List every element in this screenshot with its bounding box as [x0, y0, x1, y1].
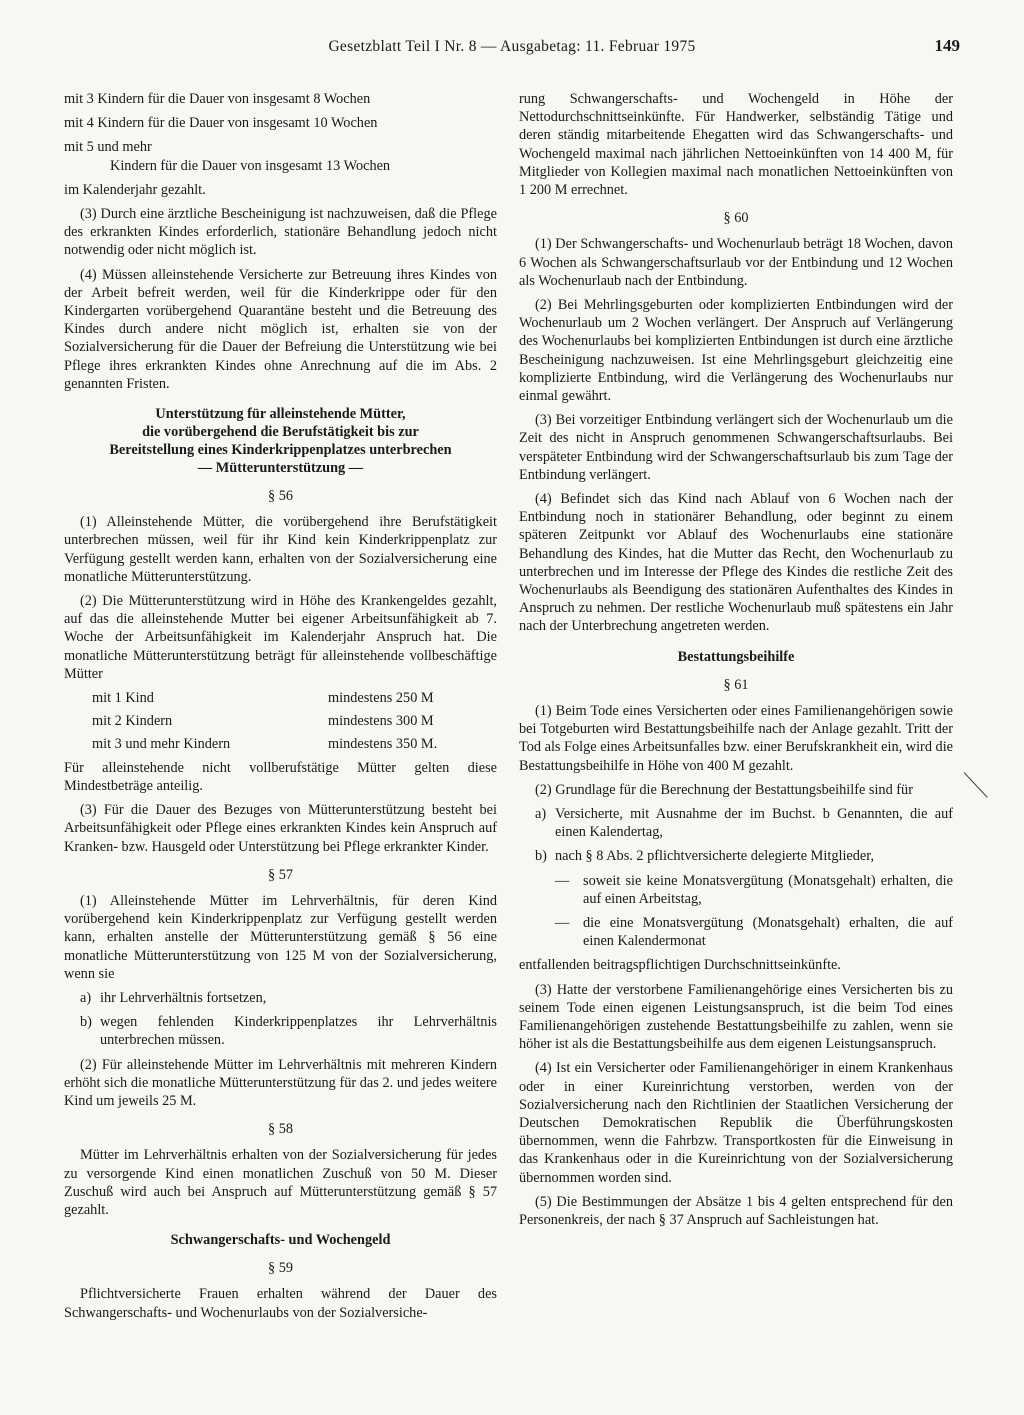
calendar-year-line: im Kalenderjahr gezahlt. — [64, 181, 206, 198]
heading-line: Unterstützung für alleinstehende Mütter, — [155, 406, 406, 423]
section-59-continuation: rung Schwangerschafts- und Wochengeld in Höhe der Nettodurchschnittseinkünfte. Für Handwerker, selbständig Tätige und deren ständig mitarbeitende Ehegatten wird das Schwangerschafts- und Wochengeld maximal nach jährlichen Nettoeinkünften von 14 400 M, für Mitglieder von Kollegien maximal nach monatlichen Nettoeinkünften von 1 200 M errechnet. — [519, 91, 953, 199]
section-60-paragraph-4: (4) Befindet sich das Kind nach Ablauf von 6 Wochen nach der Entbindung noch in stationärer Behandlung, oder beginnt zu einem späteren Zeitpunkt vor Ablauf des Wochenurlaubs eine stationäre Behandlung des Kindes, hat die Mutter das Recht, den Wochenurlaub zu unterbrechen und im Interesse der Pflege des Kindes die restliche Zeit des Wochenurlaubs als Beendigung des stationären Aufenthaltes des Kindes in Anspruch zu nehmen. Der restliche Wochenurlaub muß spätestens ein Jahr nach der Unterbrechung angetreten werden. — [519, 491, 953, 635]
section-60-number: § 60 — [723, 210, 749, 227]
amount-row — [64, 689, 497, 707]
section-heading-bestattungsbeihilfe: Bestattungsbeihilfe — [677, 648, 795, 665]
section-heading-wochengeld: Schwangerschafts- und Wochengeld — [170, 1232, 391, 1249]
margin-pen-mark — [963, 772, 987, 798]
amount-row-value: mindestens 350 M. — [328, 736, 438, 753]
section-59-number: § 59 — [267, 1260, 294, 1277]
section-60-paragraph-1: (1) Der Schwangerschafts- und Wochenurlaub beträgt 18 Wochen, davon 6 Wochen als Schwangerschaftsurlaub vor der Entbindung und 12 Wochen als Wochenurlaub nach der Entbindung. — [519, 236, 953, 289]
list-marker: b) — [80, 1014, 92, 1031]
section-61-paragraph-1: (1) Beim Tode eines Versicherten oder eines Familienangehörigen sowie bei Totgeburten wird Bestattungsbeihilfe nach der Anlage gezahlt. Tritt der Tod als Folge eines Arbeitsunfalles bzw. einer Berufskrankheit ein, wird die Bestattungsbeihilfe in Höhe von 400 M gezahlt. — [519, 702, 954, 774]
header-title: Gesetzblatt Teil I Nr. 8 — Ausgabetag: 11. Februar 1975 — [328, 38, 696, 55]
dash-item — [519, 872, 953, 908]
paragraph-3: (3) Durch eine ärztliche Bescheinigung ist nachzuweisen, daß die Pflege des erkrankten Kindes erforderlich, stationäre Behandlung jedoch nicht notwendig oder nicht möglich ist. — [64, 206, 497, 259]
section-56-paragraph-1: (1) Alleinstehende Mütter, die vorübergehend ihre Berufstätigkeit unterbrechen müssen, weil für ihr Kind kein Kinderkrippenplatz zur Verfügung gestellt werden kann, erhalten von der Sozialversicherung eine monatliche Mütterunterstützung. — [64, 514, 497, 585]
section-56-partial-note: Für alleinstehende nicht vollberufstätige Mütter gelten diese Mindestbeträge anteilig. — [64, 759, 497, 794]
section-57-paragraph-2: (2) Für alleinstehende Mütter im Lehrverhältnis mit mehreren Kindern erhöht sich die monatliche Mütterunterstützung für das 2. und jedes weitere Kind um jeweils 25 M. — [64, 1056, 497, 1109]
section-61-paragraph-5: (5) Die Bestimmungen der Absätze 1 bis 4 gelten entsprechend für den Personenkreis, der nach § 37 Anspruch auf Sachleistungen hat. — [519, 1193, 953, 1228]
section-61-list-end: entfallenden beitragspflichtigen Durchschnittseinkünfte. — [519, 957, 841, 974]
dash-marker: — — [555, 872, 570, 889]
heading-line: Bereitstellung eines Kinderkrippenplatzes unterbrechen — [109, 442, 452, 459]
dash-text: soweit sie keine Monatsvergütung (Monatsgehalt) erhalten, die auf einen Arbeitstag, — [583, 872, 953, 907]
section-60-paragraph-3: (3) Bei vorzeitiger Entbindung verlängert sich der Wochenurlaub um die Zeit des nicht in Anspruch genommenen Schwangerschaftsurlaubs. Bei verspäteter Entbindung wird der Schwangerschaftsurlaub bis zum Tage der Entbindung verlängert. — [519, 412, 953, 483]
left-column — [64, 90, 497, 1328]
amount-row-value: mindestens 300 M — [328, 713, 434, 730]
list-item — [64, 989, 497, 1007]
list-marker: a) — [535, 805, 547, 822]
page-header — [64, 38, 960, 66]
list-marker: b) — [535, 848, 547, 865]
section-57-paragraph-1: (1) Alleinstehende Mütter im Lehrverhältnis, für deren Kind vorübergehend kein Kinderkrippenplatz zur Verfügung gestellt werden kann, erhalten anstelle der Mütterunterstützung gemäß § 56 eine monatliche Mütterunterstützung von 125 M von der Sozialversicherung, wenn sie — [64, 892, 497, 982]
heading-line: — Mütterunterstützung — — [197, 460, 364, 477]
section-59-paragraph: Pflichtversicherte Frauen erhalten während der Dauer des Schwangerschafts- und Wochenurlaubs von der Sozialversiche- — [64, 1286, 497, 1321]
amount-row-label: mit 2 Kindern — [92, 713, 173, 730]
section-58-number: § 58 — [267, 1121, 294, 1138]
amount-row-value: mindestens 250 M — [328, 690, 434, 707]
amount-row — [64, 712, 497, 730]
heading-line: die vorübergehend die Berufstätigkeit bis zur — [142, 424, 419, 441]
list-item — [519, 805, 953, 841]
section-61-paragraph-2: (2) Grundlage für die Berechnung der Bestattungsbeihilfe sind für — [535, 781, 913, 798]
section-61-paragraph-3: (3) Hatte der verstorbene Familienangehörige eines Versicherten bis zu seinem Tode einen eigenen Leistungsanspruch, ist die beim Tod eines Familienangehörigen zustehende Bestattungsbeihilfe zu zahlen, wenn sie höher ist als die Bestattungsbeihilfe aus dem eigenen Leistungsanspruch. — [519, 981, 953, 1053]
section-60-paragraph-2: (2) Bei Mehrlingsgeburten oder komplizierten Entbindungen wird der Wochenurlaub um 2 Wochen verlängert. Der Anspruch auf Verlängerung des Wochenurlaubs bei komplizierten Entbindungen ist durch eine ärztliche Bescheinigung nachzuweisen. Ist eine Mehrlingsgeburt gleichzeitig eine komplizierte Entbindung, wird die Verlängerung des Wochenurlaubs nur einmal gewährt. — [519, 297, 953, 405]
dash-marker: — — [555, 914, 570, 931]
section-57-number: § 57 — [267, 866, 294, 883]
children-4-line: mit 4 Kindern für die Dauer von insgesamt 10 Wochen — [64, 115, 378, 132]
section-heading-muetterunterstuetzung — [64, 405, 497, 477]
dash-text: die eine Monatsvergütung (Monatsgehalt) erhalten, die auf einen Kalendermonat — [583, 914, 953, 950]
children-5-line: mit 5 und mehr — [64, 139, 152, 156]
list-text: wegen fehlenden Kinderkrippenplatzes ihr Lehrverhältnis unterbrechen müssen. — [100, 1014, 497, 1049]
list-item — [64, 1013, 497, 1049]
list-text: nach § 8 Abs. 2 pflichtversicherte delegierte Mitglieder, — [555, 848, 875, 865]
amount-row-label: mit 3 und mehr Kindern — [92, 736, 231, 753]
page-number: 149 — [934, 36, 960, 55]
section-56-number: § 56 — [267, 488, 294, 505]
amount-row-label: mit 1 Kind — [92, 690, 154, 707]
list-text: Versicherte, mit Ausnahme der im Buchst. b Genannten, die auf einen Kalendertag, — [555, 805, 953, 841]
paragraph-4: (4) Müssen alleinstehende Versicherte zur Betreuung ihres Kindes von der Arbeit befreit werden, weil für die Kinderkrippe oder für den Kindergarten vorübergehend Quarantäne besteht und die Betreuung des Kindes durch andere nicht möglich ist, erhalten sie von der Sozialversicherung für die Dauer der Befreiung die Unterstützung wie bei Pflege ihres erkrankten Kindes ohne Anrechnung auf die im Abs. 2 genannten Fristen. — [64, 266, 497, 392]
section-58-paragraph: Mütter im Lehrverhältnis erhalten von der Sozialversicherung für jedes zu versorgende Kind einen monatlichen Zuschuß von 50 M. Dieser Zuschuß wird auch bei Anspruch auf Mütterunterstützung gemäß § 57 gezahlt. — [64, 1147, 497, 1218]
list-text: ihr Lehrverhältnis fortsetzen, — [100, 989, 267, 1006]
dash-item — [519, 914, 953, 950]
section-61-number: § 61 — [723, 676, 749, 693]
section-61-paragraph-4: (4) Ist ein Versicherter oder Familienangehöriger in einem Krankenhaus oder in einer Kureinrichtung verstorben, werden von der Sozialversicherung nach den Richtlinien der Staatlichen Versicherung der Deutschen Demokratischen Republik die Überführungskosten übernommen, wenn die Fahrbzw. Transportkosten für die Einweisung in das Krankenhaus oder in die Kureinrichtung von der Sozialversicherung übernommen worden sind. — [519, 1060, 953, 1186]
amount-row — [64, 735, 497, 753]
list-marker: a) — [80, 989, 92, 1006]
section-56-paragraph-3: (3) Für die Dauer des Bezuges von Mütterunterstützung besteht bei Arbeitsunfähigkeit oder Pflege eines erkrankten Kindes kein Anspruch auf Kranken- bzw. Hausgeld oder Unterstützung bei Pflege erkrankter Kinder. — [64, 802, 497, 855]
list-item — [519, 847, 953, 865]
children-5-continuation: Kindern für die Dauer von insgesamt 13 Wochen — [110, 157, 391, 174]
section-56-paragraph-2: (2) Die Mütterunterstützung wird in Höhe des Krankengeldes gezahlt, auf das die alleinstehende Mutter bei eigener Arbeitsunfähigkeit ab 7. Woche der Arbeitsunfähigkeit im Kalenderjahr Anspruch hat. Die monatliche Mütterunterstützung beträgt für alleinstehende vollbeschäftige Mütter — [64, 593, 497, 682]
right-column — [519, 90, 953, 1235]
children-3-line: mit 3 Kindern für die Dauer von insgesamt 8 Wochen — [64, 91, 371, 107]
